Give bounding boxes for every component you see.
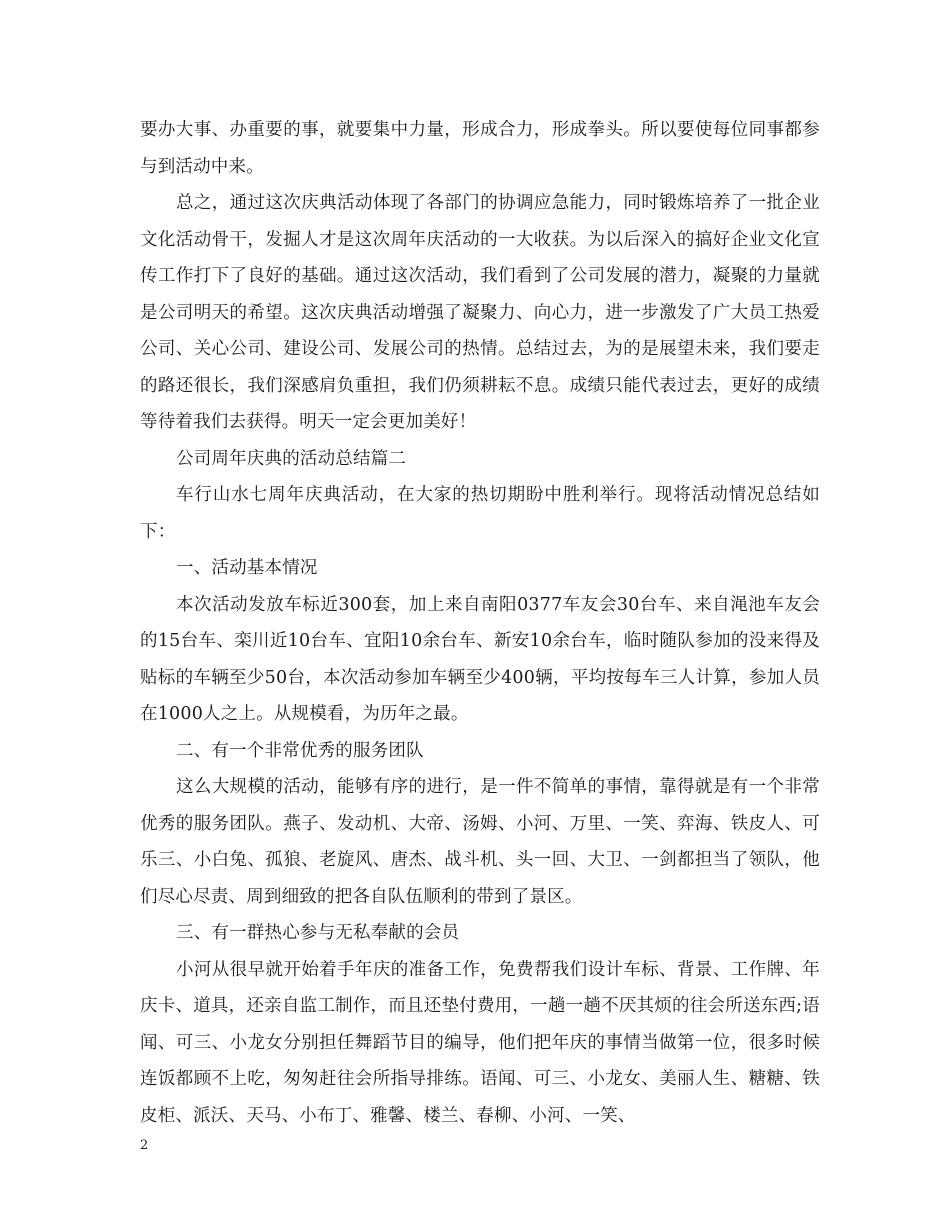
paragraph: 要办大事、办重要的事，就要集中力量，形成合力，形成拳头。所以要使每位同事都参与到活动中来。 — [140, 120, 820, 177]
paragraph: 车行山水七周年庆典活动，在大家的热切期盼中胜利举行。现将活动情况总结如下： — [140, 485, 820, 542]
document-body — [140, 112, 820, 1134]
section-heading: 二、有一个非常优秀的服务团队 — [176, 740, 424, 761]
paragraph: 本次活动发放车标近300套，加上来自南阳0377车友会30台车、来自渑池车友会的15台车、栾川近10台车、宜阳10余台车、新安10余台车，临时随队参加的没来得及贴标的车辆至少50台，本次活动参加车辆至少400辆，平均按每车三人计算，参加人员在1000人之上。从规模看，为历年之最。 — [140, 594, 820, 724]
section-heading: 三、有一群热心参与无私奉献的会员 — [176, 923, 460, 943]
paragraph: 这么大规模的活动，能够有序的进行，是一件不简单的事情，靠得就是有一个非常优秀的服务团队。燕子、发动机、大帝、汤姆、小河、万里、一笑、弈海、铁皮人、可乐三、小白兔、孤狼、老旋风、唐杰、战斗机、头一回、大卫、一剑都担当了领队，他们尽心尽责、周到细致的把各自队伍顺利的带到了景区。 — [140, 777, 820, 907]
page-number: 2 — [140, 1138, 149, 1153]
paragraph: 总之，通过这次庆典活动体现了各部门的协调应急能力，同时锻炼培养了一批企业文化活动骨干，发掘人才是这次周年庆活动的一大收获。为以后深入的搞好企业文化宣传工作打下了良好的基础。通过这次活动，我们看到了公司发展的潜力，凝聚的力量就是公司明天的希望。这次庆典活动增强了凝聚力、向心力，进一步激发了广大员工热爱公司、关心公司、建设公司、发展公司的热情。总结过去，为的是展望未来，我们要走的路还很长，我们深感肩负重担，我们仍须耕耘不息。成绩只能代表过去，更好的成绩等待着我们去获得。明天一定会更加美好！ — [140, 193, 820, 432]
paragraph: 小河从很早就开始着手年庆的准备工作，免费帮我们设计车标、背景、工作牌、年庆卡、道具，还亲自监工制作，而且还垫付费用，一趟一趟不厌其烦的往会所送东西;语闻、可三、小龙女分别担任舞蹈节目的编导，他们把年庆的事情当做第一位，很多时候连饭都顾不上吃，匆匆赶往会所指导排练。语闻、可三、小龙女、美丽人生、糖糖、铁皮柜、派沃、天马、小布丁、雅馨、楼兰、春柳、小河、一笑、 — [140, 959, 820, 1126]
section-title: 公司周年庆典的活动总结篇二 — [176, 448, 407, 469]
section-heading: 一、活动基本情况 — [176, 558, 318, 578]
